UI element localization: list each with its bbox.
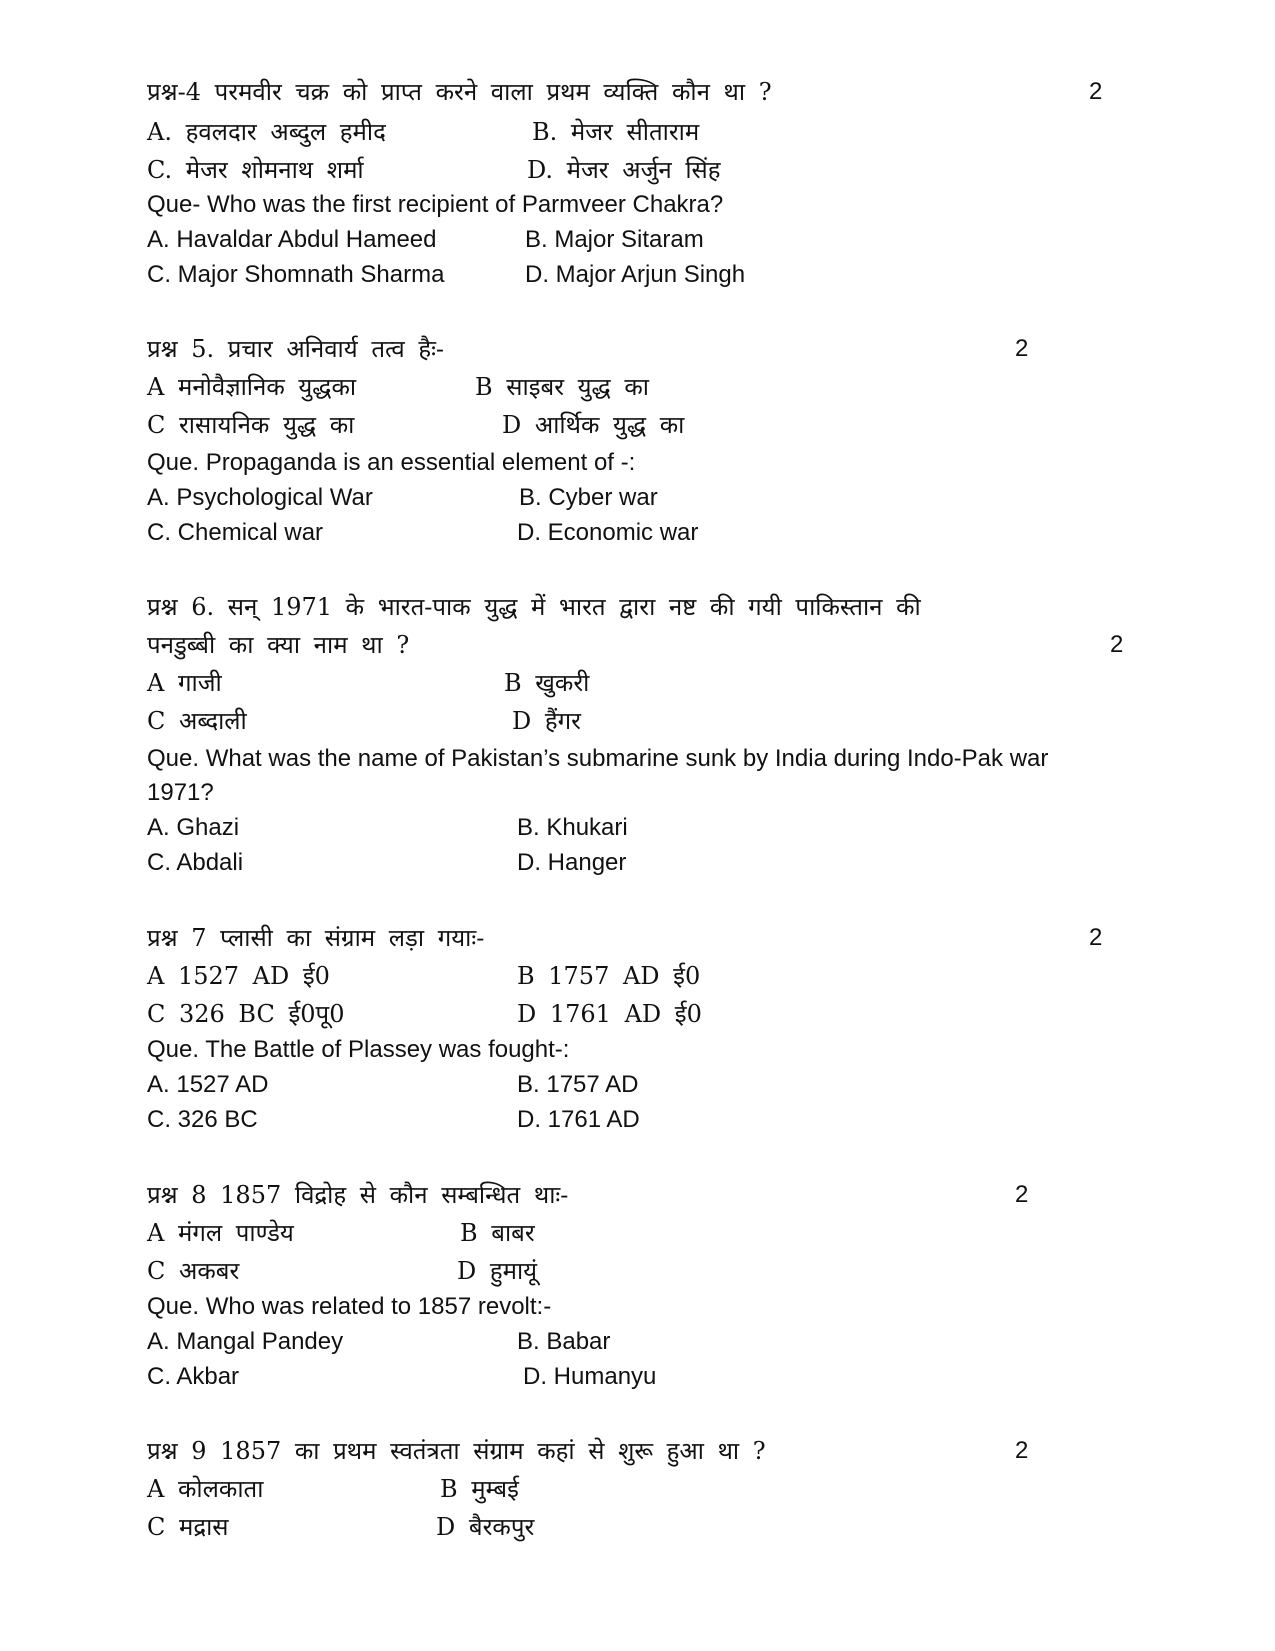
option-row [147, 1216, 535, 1250]
option-a: A. Havaldar Abdul Hameed [147, 226, 437, 253]
option-d: D हुमायूं [457, 1257, 538, 1285]
option-row [147, 1103, 640, 1137]
option-a: A कोलकाता [147, 1475, 264, 1503]
question-9-marks: 2 [1015, 1437, 1029, 1464]
option-d: D. Major Arjun Singh [525, 261, 746, 288]
question-7-hindi: प्रश्न 7 प्लासी का संग्राम लड़ा गयाः- [147, 924, 485, 952]
option-row [147, 811, 628, 845]
option-a: A. Psychological War [147, 484, 373, 511]
question-6-marks: 2 [1110, 631, 1124, 658]
question-4-marks: 2 [1089, 78, 1103, 105]
option-d: D बैरकपुर [436, 1513, 535, 1541]
option-row [147, 1472, 519, 1506]
option-b: B साइबर युद्ध का [475, 373, 650, 401]
option-d: D हैंगर [512, 707, 581, 735]
option-c: C रासायनिक युद्ध का [147, 411, 355, 439]
option-row [147, 1360, 657, 1394]
option-b: B. Major Sitaram [525, 226, 704, 253]
option-d: D. 1761 AD [517, 1106, 640, 1133]
question-7-english: Que. The Battle of Plassey was fought-: [147, 1036, 570, 1063]
option-row [147, 223, 704, 257]
option-c: C. 326 BC [147, 1106, 258, 1133]
option-c: C मद्रास [147, 1513, 229, 1541]
question-7-marks: 2 [1089, 924, 1103, 951]
option-a: A मनोवैज्ञानिक युद्धका [147, 373, 357, 401]
option-row [147, 997, 702, 1031]
option-b: B खुकरी [504, 669, 590, 697]
question-5-hindi: प्रश्न 5. प्रचार अनिवार्य तत्व हैः- [147, 335, 445, 363]
option-d: D. Economic war [517, 519, 699, 546]
option-d: D. Humanyu [523, 1363, 657, 1390]
option-a: A. Mangal Pandey [147, 1328, 344, 1355]
option-a: A. हवलदार अब्दुल हमीद [147, 118, 386, 146]
option-b: B बाबर [460, 1219, 535, 1247]
option-b: B. Babar [517, 1328, 611, 1355]
option-row [147, 1068, 639, 1102]
option-c: C. Abdali [147, 849, 244, 876]
option-c: C अब्दाली [147, 707, 247, 735]
option-row [147, 115, 700, 149]
option-row [147, 1325, 611, 1359]
option-row [147, 258, 746, 292]
question-4-hindi: प्रश्न-4 परमवीर चक्र को प्राप्त करने वाला प्रथम व्यक्ति कौन था ? [147, 78, 772, 106]
question-4-english: Que- Who was the first recipient of Parmveer Chakra? [147, 191, 724, 218]
question-6-hindi-cont: पनडुब्बी का क्या नाम था ? [147, 631, 410, 659]
option-row [147, 1510, 535, 1544]
option-d: D. मेजर अर्जुन सिंह [527, 156, 721, 184]
option-c: C. Akbar [147, 1363, 240, 1390]
question-6-english: Que. What was the name of Pakistan’s submarine sunk by India during Indo-Pak war [147, 745, 1049, 772]
question-5-marks: 2 [1015, 335, 1029, 362]
question-9-hindi: प्रश्न 9 1857 का प्रथम स्वतंत्रता संग्राम कहां से शुरू हुआ था ? [147, 1437, 766, 1465]
option-a: A मंगल पाण्डेय [147, 1219, 294, 1247]
option-b: B. मेजर सीताराम [532, 118, 700, 146]
option-row [147, 1254, 538, 1288]
option-row [147, 481, 658, 515]
question-5-english: Que. Propaganda is an essential element of -: [147, 449, 636, 476]
option-a: A. Ghazi [147, 814, 240, 841]
option-b: B. Khukari [517, 814, 628, 841]
question-8-hindi: प्रश्न 8 1857 विद्रोह से कौन सम्बन्धित थाः- [147, 1181, 569, 1209]
option-row [147, 666, 590, 700]
question-6-english-cont: 1971? [147, 779, 214, 806]
question-8-marks: 2 [1015, 1181, 1029, 1208]
option-a: A गाजी [147, 669, 222, 697]
option-row [147, 370, 650, 404]
question-8-english: Que. Who was related to 1857 revolt:- [147, 1293, 552, 1320]
option-b: B मुम्बई [440, 1475, 519, 1503]
option-d: D आर्थिक युद्ध का [502, 411, 685, 439]
option-row [147, 516, 699, 550]
option-c: C. Chemical war [147, 519, 324, 546]
option-d: D 1761 AD ई0 [517, 1000, 702, 1028]
option-c: C. Major Shomnath Sharma [147, 261, 445, 288]
option-c: C अकबर [147, 1257, 240, 1285]
option-a: A. 1527 AD [147, 1071, 269, 1098]
option-a: A 1527 AD ई0 [147, 962, 330, 990]
option-row [147, 153, 721, 187]
option-row [147, 846, 627, 880]
option-d: D. Hanger [517, 849, 627, 876]
option-b: B. 1757 AD [517, 1071, 639, 1098]
option-c: C 326 BC ई0पू0 [147, 1000, 345, 1028]
option-c: C. मेजर शोमनाथ शर्मा [147, 156, 364, 184]
question-6-hindi: प्रश्न 6. सन् 1971 के भारत-पाक युद्ध में भारत द्वारा नष्ट की गयी पाकिस्तान की [147, 593, 921, 621]
option-row [147, 408, 685, 442]
option-row [147, 959, 701, 993]
option-b: B. Cyber war [519, 484, 658, 511]
option-row [147, 704, 581, 738]
option-b: B 1757 AD ई0 [517, 962, 701, 990]
